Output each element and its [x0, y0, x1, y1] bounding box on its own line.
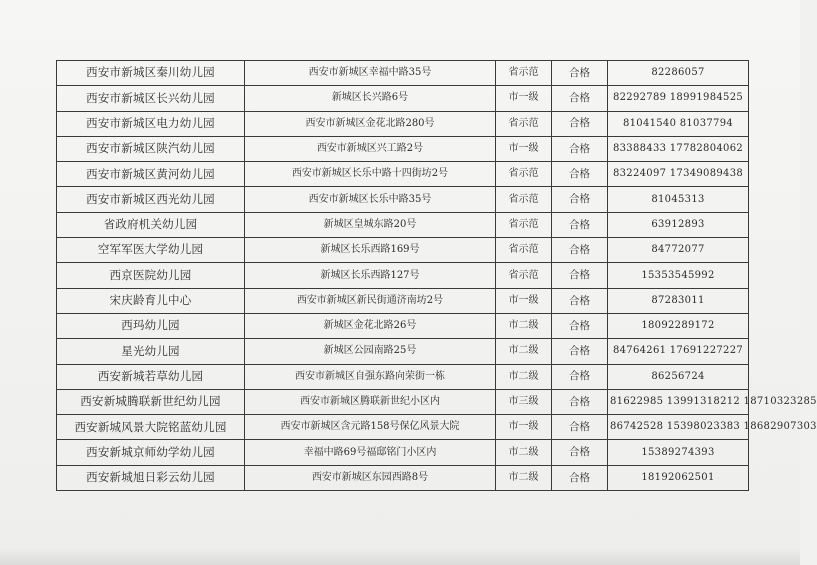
table-row — [57, 86, 749, 111]
status-cell: 合格 — [552, 364, 608, 389]
page-edge-shadow — [0, 547, 800, 565]
table-row — [57, 288, 749, 313]
level-cell: 市一级 — [496, 136, 552, 161]
status-cell: 合格 — [552, 288, 608, 313]
table-row — [57, 364, 749, 389]
table-row — [57, 162, 749, 187]
status-cell: 合格 — [552, 136, 608, 161]
table-row — [57, 187, 749, 212]
kindergarten-name-cell: 西安新城腾联新世纪幼儿园 — [57, 389, 245, 414]
address-cell: 西安市新城区兴工路2号 — [245, 136, 496, 161]
level-cell: 省示范 — [496, 212, 552, 237]
phone-cell: 82292789 18991984525 — [608, 86, 749, 111]
phone-cell: 18192062501 — [608, 465, 749, 490]
level-cell: 省示范 — [496, 238, 552, 263]
kindergarten-name-cell: 西安市新城区西光幼儿园 — [57, 187, 245, 212]
address-cell: 西安市新城区含元路158号保亿风景大院 — [245, 415, 496, 440]
table-row — [57, 465, 749, 490]
phone-cell: 84764261 17691227227 — [608, 339, 749, 364]
address-cell: 新城区皇城东路20号 — [245, 212, 496, 237]
table-row — [57, 238, 749, 263]
address-cell: 新城区长乐西路169号 — [245, 238, 496, 263]
level-cell: 市一级 — [496, 415, 552, 440]
address-cell: 新城区金花北路26号 — [245, 313, 496, 338]
phone-cell: 86742528 15398023383 18682907303 — [608, 415, 749, 440]
kindergarten-name-cell: 省政府机关幼儿园 — [57, 212, 245, 237]
table-body — [57, 61, 817, 491]
status-cell: 合格 — [552, 313, 608, 338]
level-cell: 省示范 — [496, 187, 552, 212]
phone-cell: 81622985 13991318212 18710323285 — [608, 389, 749, 414]
address-cell: 西安市新城区新民街通济南坊2号 — [245, 288, 496, 313]
table-row — [57, 136, 749, 161]
table-row — [57, 313, 749, 338]
table-row — [57, 263, 749, 288]
level-cell: 省示范 — [496, 111, 552, 136]
address-cell: 新城区长乐西路127号 — [245, 263, 496, 288]
status-cell: 合格 — [552, 263, 608, 288]
phone-cell: 81041540 81037794 — [608, 111, 749, 136]
address-cell: 西安市新城区幸福中路35号 — [245, 61, 496, 86]
address-cell: 西安市新城区腾联新世纪小区内 — [245, 389, 496, 414]
address-cell: 西安市新城区长乐中路十四街坊2号 — [245, 162, 496, 187]
level-cell: 省示范 — [496, 61, 552, 86]
kindergarten-name-cell: 空军军医大学幼儿园 — [57, 238, 245, 263]
status-cell: 合格 — [552, 162, 608, 187]
phone-cell: 81045313 — [608, 187, 749, 212]
address-cell: 新城区公园南路25号 — [245, 339, 496, 364]
status-cell: 合格 — [552, 415, 608, 440]
kindergarten-name-cell: 西安市新城区秦川幼儿园 — [57, 61, 245, 86]
phone-cell: 82286057 — [608, 61, 749, 86]
kindergarten-table — [56, 60, 817, 491]
kindergarten-name-cell: 西京医院幼儿园 — [57, 263, 245, 288]
table-row — [57, 389, 749, 414]
table-row — [57, 440, 749, 465]
status-cell: 合格 — [552, 389, 608, 414]
kindergarten-name-cell: 西安市新城区长兴幼儿园 — [57, 86, 245, 111]
level-cell: 省示范 — [496, 263, 552, 288]
address-cell: 西安市新城区东园西路8号 — [245, 465, 496, 490]
kindergarten-name-cell: 西安新城京师幼学幼儿园 — [57, 440, 245, 465]
kindergarten-name-cell: 西安新城旭日彩云幼儿园 — [57, 465, 245, 490]
status-cell: 合格 — [552, 86, 608, 111]
address-cell: 幸福中路69号福邸铭门小区内 — [245, 440, 496, 465]
status-cell: 合格 — [552, 238, 608, 263]
level-cell: 市二级 — [496, 465, 552, 490]
status-cell: 合格 — [552, 61, 608, 86]
kindergarten-name-cell: 西安新城若草幼儿园 — [57, 364, 245, 389]
level-cell: 市三级 — [496, 389, 552, 414]
kindergarten-name-cell: 西安市新城区黄河幼儿园 — [57, 162, 245, 187]
address-cell: 新城区长兴路6号 — [245, 86, 496, 111]
status-cell: 合格 — [552, 440, 608, 465]
status-cell: 合格 — [552, 465, 608, 490]
phone-cell: 63912893 — [608, 212, 749, 237]
address-cell: 西安市新城区自强东路向荣街一栋 — [245, 364, 496, 389]
table-row — [57, 61, 749, 86]
table-row — [57, 212, 749, 237]
phone-cell: 15389274393 — [608, 440, 749, 465]
status-cell: 合格 — [552, 212, 608, 237]
status-cell: 合格 — [552, 111, 608, 136]
phone-cell: 83224097 17349089438 — [608, 162, 749, 187]
kindergarten-name-cell: 西玛幼儿园 — [57, 313, 245, 338]
level-cell: 省示范 — [496, 162, 552, 187]
table-row — [57, 415, 749, 440]
phone-cell: 18092289172 — [608, 313, 749, 338]
status-cell: 合格 — [552, 339, 608, 364]
level-cell: 市二级 — [496, 364, 552, 389]
level-cell: 市二级 — [496, 440, 552, 465]
kindergarten-name-cell: 宋庆龄育儿中心 — [57, 288, 245, 313]
level-cell: 市二级 — [496, 339, 552, 364]
phone-cell: 86256724 — [608, 364, 749, 389]
level-cell: 市二级 — [496, 313, 552, 338]
table-row — [57, 339, 749, 364]
phone-cell: 84772077 — [608, 238, 749, 263]
kindergarten-name-cell: 西安市新城区电力幼儿园 — [57, 111, 245, 136]
address-cell: 西安市新城区长乐中路35号 — [245, 187, 496, 212]
level-cell: 市一级 — [496, 86, 552, 111]
level-cell: 市一级 — [496, 288, 552, 313]
kindergarten-name-cell: 西安新城风景大院铭蓝幼儿园 — [57, 415, 245, 440]
address-cell: 西安市新城区金花北路280号 — [245, 111, 496, 136]
phone-cell: 87283011 — [608, 288, 749, 313]
kindergarten-name-cell: 星光幼儿园 — [57, 339, 245, 364]
phone-cell: 83388433 17782804062 — [608, 136, 749, 161]
status-cell: 合格 — [552, 187, 608, 212]
table-row — [57, 111, 749, 136]
phone-cell: 15353545992 — [608, 263, 749, 288]
kindergarten-name-cell: 西安市新城区陕汽幼儿园 — [57, 136, 245, 161]
